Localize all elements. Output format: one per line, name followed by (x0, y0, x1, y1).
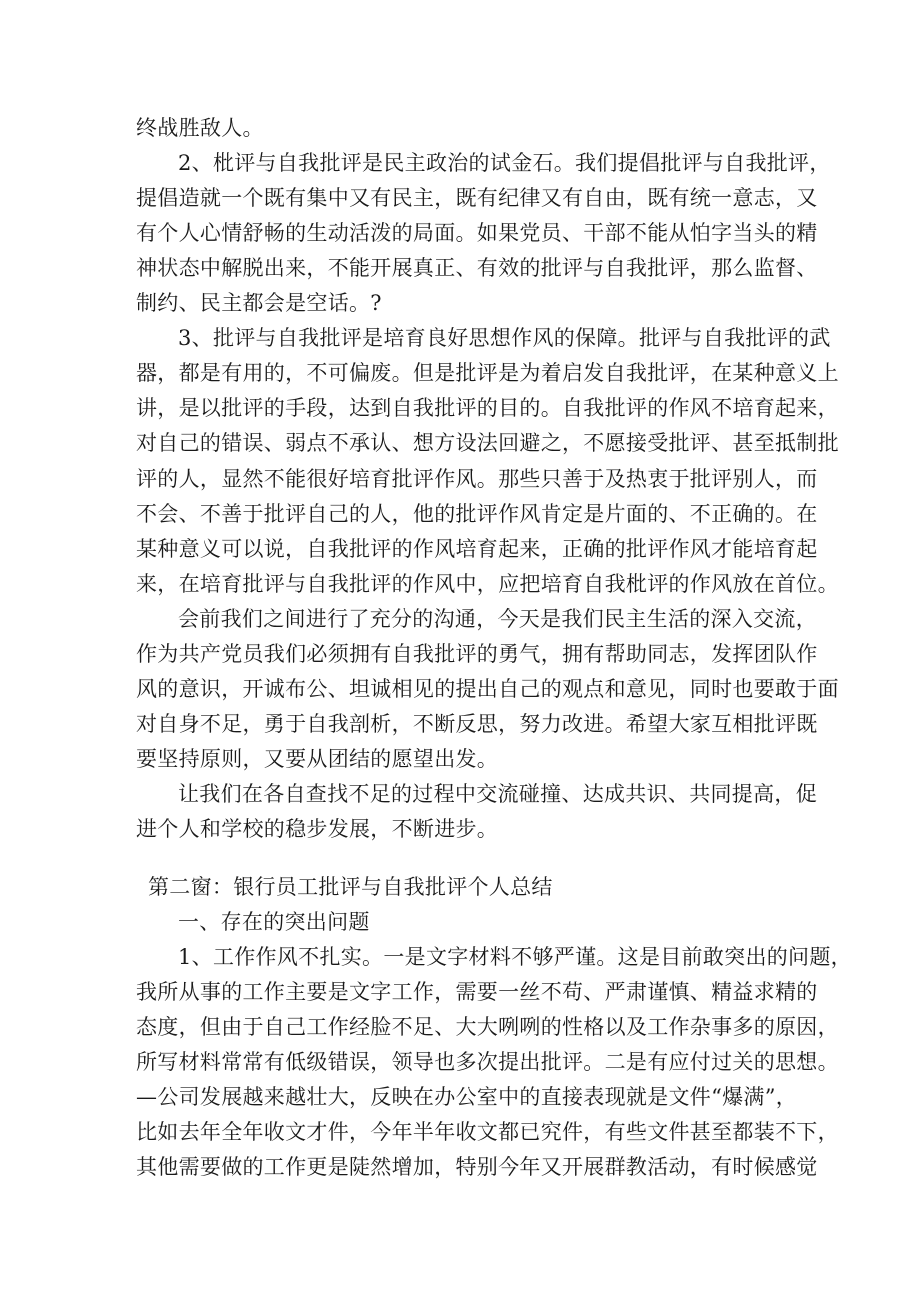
text-line: 其他需要做的工作更是陡然增加，特别今年又开展群教活动，有时候感觉 (136, 1155, 818, 1179)
text-line: 进个人和学校的稳步发展，不断进步。 (136, 817, 499, 841)
text-line: 某种意义可以说，自我批评的作风培育起来，正确的批评作风才能培育起 (136, 537, 818, 561)
text-line: 神状态中解脱出来，不能开展真正、有效的批评与自我批评，那么监督、 (136, 256, 818, 280)
text-line: 风的意识，开诚布公、坦诚相见的提出自己的观点和意见，同时也要敢于面 (136, 677, 839, 701)
text-line: 3、批评与自我批评是培育良好思想作风的保障。批评与自我批评的武 (178, 326, 831, 350)
text-line: 我所从事的工作主要是文字工作，需要一丝不苟、严肃谨慎、精益求精的 (136, 980, 818, 1004)
text-line: 让我们在各自查找不足的过程中交流碰撞、达成共识、共同提高，促 (178, 782, 817, 806)
text-line: 2、枇评与自我批评是民主政治的试金石。我们提倡批评与自我批评， (178, 151, 831, 175)
text-line: —公司发展越来越壮大，反映在办公室中的直接表现就是文件“爆满”， (136, 1085, 798, 1109)
text-line: 态度，但由于自己工作经脸不足、大大咧咧的性格以及工作杂事多的原因， (136, 1015, 839, 1039)
text-line: 所写材料常常有低级错误，领导也多次提出批评。二是有应付过关的思想。 (136, 1050, 839, 1074)
text-line: 器，都是有用的，不可偏废。但是批评是为着启发自我批评，在某种意义上 (136, 361, 839, 385)
subsection-heading: 一、存在的突出问题 (178, 910, 370, 934)
text-line: 来，在培育批评与自我批评的作风中，应把培育自我枇评的作风放在首位。 (136, 572, 839, 596)
text-line: 提倡造就一个既有集中又有民主，既有纪律又有自由，既有统一意志，又 (136, 186, 818, 210)
text-line: 评的人，显然不能很好培育批评作风。那些只善于及热衷于批评别人，而 (136, 467, 818, 491)
section-heading: 第二窗：银行员工批评与自我批评个人总结 (148, 875, 553, 899)
text-line: 1、工作作风不扎实。一是文字材料不够严谨。这是目前敢突出的问题， (178, 945, 852, 969)
text-line: 不会、不善于批评自己的人，他的批评作风肯定是片面的、不正确的。在 (136, 502, 818, 526)
text-line: 会前我们之间进行了充分的沟通，今天是我们民主生活的深入交流， (178, 607, 817, 631)
text-line: 对自身不足，勇于自我剖析，不断反思，努力改进。希望大家互相批评既 (136, 712, 818, 736)
text-line: 比如去年全年收文才件，今年半年收文都已究件，有些文件甚至都装不下， (136, 1120, 839, 1144)
text-line: 制约、民主都会是空话。? (136, 291, 382, 315)
text-line: 作为共产党员我们必须拥有自我批评的勇气，拥有帮助同志，发挥团队作 (136, 642, 818, 666)
text-line: 终战胜敌人。 (136, 116, 264, 140)
text-line: 要坚持原则，又要从团结的愿望出发。 (136, 747, 499, 771)
text-line: 讲，是以批评的手段，达到自我批评的目的。自我批评的作风不培育起来， (136, 396, 839, 420)
text-line: 对自己的错误、弱点不承认、想方设法回避之，不愿接受批评、甚至抵制批 (136, 431, 839, 455)
text-line: 有个人心情舒畅的生动活泼的局面。如果党员、干部不能从怕字当头的精 (136, 221, 818, 245)
